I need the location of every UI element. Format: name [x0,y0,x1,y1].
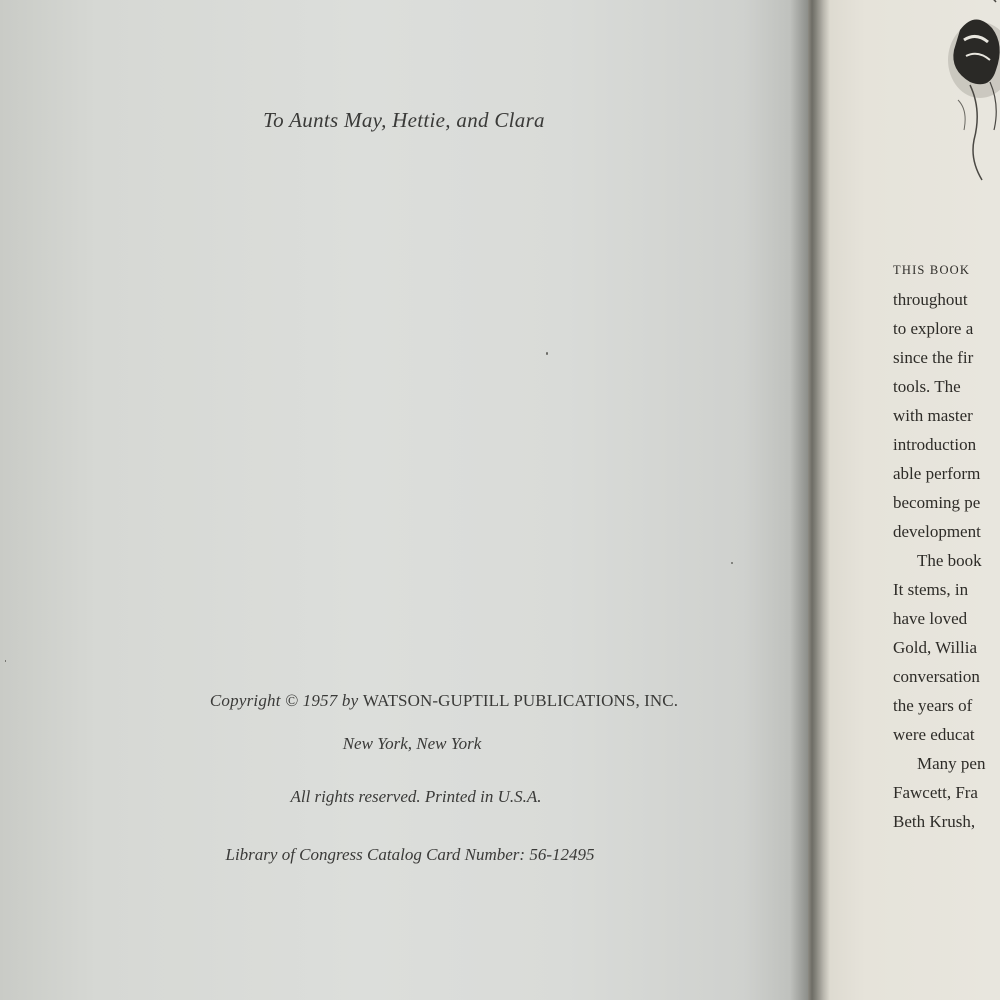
copyright-line [40,691,848,711]
copyright-prefix: Copyright © 1957 by [209,691,359,710]
text-line: The book [917,551,982,570]
ink-illustration [930,0,1000,190]
text-line: were educat [893,725,975,744]
text-line: development [893,522,981,541]
text-line: Many pen [917,754,986,773]
text-line: to explore a [893,319,974,338]
text-line: introduction [893,435,977,454]
text-line: throughout [893,290,968,309]
lccn-number: Library of Congress Catalog Card Number: 56-12495 [225,845,595,864]
text-line: able perform [893,464,981,483]
text-line: have loved [893,609,968,628]
text-line: tools. The [893,377,961,396]
right-page-text [893,256,1000,836]
rights-statement: All rights reserved. Printed in U.S.A. [290,787,542,806]
paper-speck [5,660,6,662]
text-line: since the fir [893,348,974,367]
text-line: Fawcett, Fra [893,783,978,802]
text-line: becoming pe [893,493,981,512]
paper-speck [546,352,548,355]
copyright-publisher: WATSON-GUPTILL PUBLICATIONS, INC. [362,691,679,710]
paper-speck [731,562,733,564]
text-line: It stems, in [893,580,969,599]
text-line: conversation [893,667,980,686]
text-line: THIS BOOK [893,263,971,277]
text-line: with master [893,406,973,425]
text-line: Gold, Willia [893,638,977,657]
publisher-city: New York, New York [342,734,482,753]
text-line: the years of [893,696,973,715]
dedication-text: To Aunts May, Hettie, and Clara [263,108,545,132]
text-line: Beth Krush, [893,812,976,831]
